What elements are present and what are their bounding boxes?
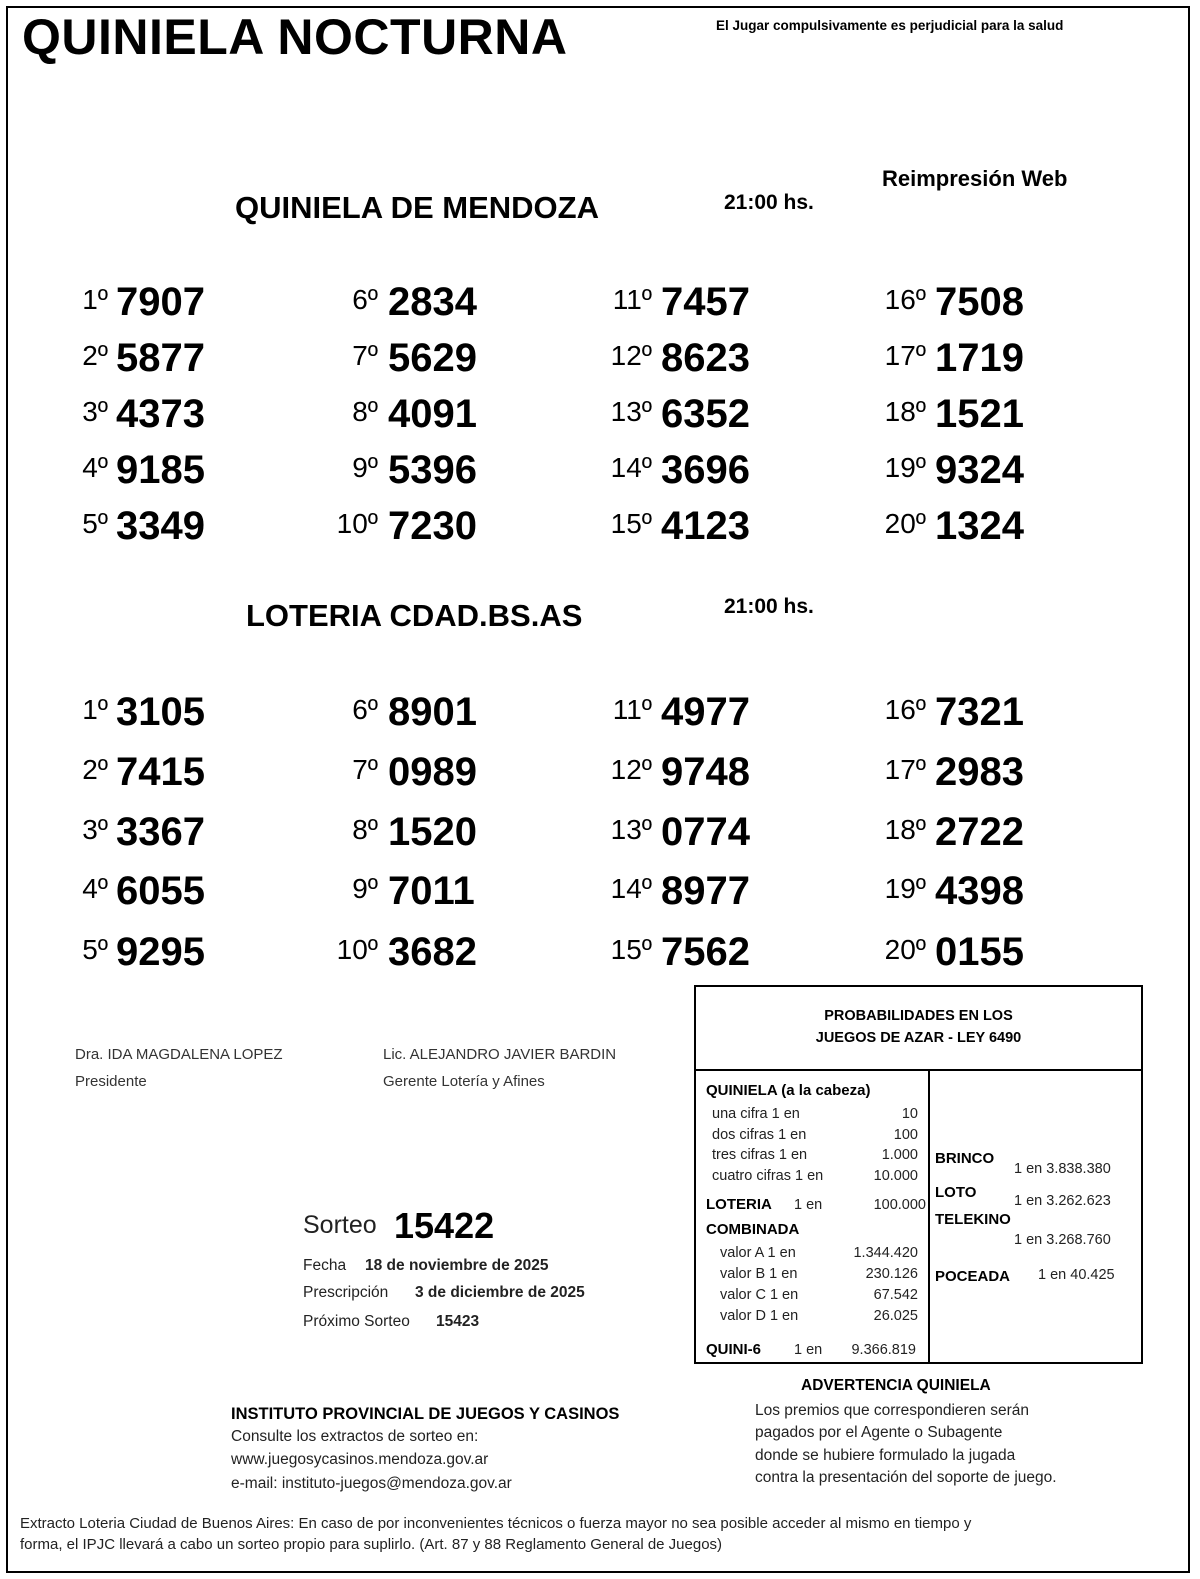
probabilities-box bbox=[694, 985, 1143, 1364]
prob-row-label: valor A 1 en bbox=[720, 1245, 796, 1261]
result-cell bbox=[0, 328, 1200, 378]
result-position: 10º bbox=[336, 934, 378, 965]
result-cell bbox=[0, 802, 1200, 852]
result-number: 4398 bbox=[935, 869, 1024, 913]
result-cell bbox=[0, 496, 1200, 546]
result-number: 4373 bbox=[116, 392, 205, 436]
sorteo-label: Sorteo bbox=[303, 1211, 377, 1239]
result-cell bbox=[0, 272, 1200, 322]
quiniela-prob-label: QUINIELA (a la cabeza) bbox=[706, 1082, 871, 1099]
result-position: 7º bbox=[352, 340, 378, 371]
result-position: 2º bbox=[82, 340, 108, 371]
prob-row-value: 26.025 bbox=[873, 1308, 918, 1324]
probabilities-header bbox=[696, 987, 1141, 1071]
result-position: 4º bbox=[82, 873, 108, 904]
result-position: 10º bbox=[336, 508, 378, 539]
result-number: 7321 bbox=[935, 690, 1024, 734]
result-number: 7011 bbox=[388, 869, 475, 913]
result-position: 8º bbox=[352, 814, 378, 845]
result-number: 8901 bbox=[388, 690, 477, 734]
result-position: 19º bbox=[884, 452, 926, 483]
fecha-value: 18 de noviembre de 2025 bbox=[365, 1257, 549, 1274]
brinco-prob-value: 1 en 3.838.380 bbox=[1014, 1161, 1111, 1177]
result-position: 4º bbox=[82, 452, 108, 483]
result-position: 17º bbox=[884, 754, 926, 785]
result-position: 11º bbox=[612, 694, 652, 725]
result-position: 13º bbox=[610, 814, 652, 845]
prob-row-value: 100 bbox=[893, 1126, 918, 1143]
poceada-prob-label: POCEADA bbox=[935, 1268, 1011, 1285]
section-title-loteria-bsas: LOTERIA CDAD.BS.AS bbox=[246, 598, 583, 633]
result-position: 13º bbox=[610, 396, 652, 427]
result-number: 7457 bbox=[661, 280, 750, 324]
telekino-prob-value: 1 en 3.268.760 bbox=[1014, 1232, 1111, 1248]
result-number: 9185 bbox=[116, 448, 205, 492]
quini6-prob-text: 1 en bbox=[794, 1342, 823, 1358]
result-position: 2º bbox=[82, 754, 108, 785]
result-position: 14º bbox=[610, 452, 652, 483]
loteria-prob-label: LOTERIA bbox=[706, 1196, 772, 1213]
institute-website-link[interactable]: www.juegosycasinos.mendoza.gov.ar bbox=[231, 1451, 489, 1468]
prob-row-label: dos cifras 1 en bbox=[712, 1126, 807, 1143]
probabilities-divider bbox=[928, 1071, 930, 1362]
poceada-prob-value: 1 en 40.425 bbox=[1038, 1267, 1115, 1283]
result-number: 7907 bbox=[116, 280, 205, 324]
result-number: 0989 bbox=[388, 750, 477, 794]
result-number: 8977 bbox=[661, 869, 750, 913]
loteria-prob-value: 100.000 bbox=[873, 1197, 926, 1213]
institute-consult-text: Consulte los extractos de sorteo en: bbox=[231, 1428, 479, 1445]
footer-line-2: forma, el IPJC llevará a cabo un sorteo propio para suplirlo. (Art. 87 y 88 Reglamento General de Juegos) bbox=[20, 1536, 723, 1553]
signature-right-role: Gerente Lotería y Afines bbox=[383, 1073, 545, 1090]
result-position: 6º bbox=[352, 694, 378, 725]
institute-name: INSTITUTO PROVINCIAL DE JUEGOS Y CASINOS bbox=[231, 1405, 620, 1423]
result-position: 9º bbox=[352, 873, 378, 904]
section-time-loteria-bsas: 21:00 hs. bbox=[724, 595, 814, 618]
result-position: 20º bbox=[884, 934, 926, 965]
result-number: 3696 bbox=[661, 448, 750, 492]
result-position: 15º bbox=[610, 934, 652, 965]
advertencia-line-4: contra la presentación del soporte de juego. bbox=[755, 1469, 1057, 1486]
fecha-label: Fecha bbox=[303, 1257, 347, 1274]
result-position: 11º bbox=[612, 284, 652, 315]
result-number: 7230 bbox=[388, 504, 477, 548]
telekino-prob-label: TELEKINO bbox=[935, 1211, 1011, 1228]
result-position: 18º bbox=[884, 396, 926, 427]
signature-left-role: Presidente bbox=[75, 1073, 147, 1090]
prob-row-label: valor D 1 en bbox=[720, 1308, 799, 1324]
result-position: 16º bbox=[884, 284, 926, 315]
result-number: 9748 bbox=[661, 750, 750, 794]
result-number: 6055 bbox=[116, 869, 205, 913]
probabilities-title-line1: PROBABILIDADES EN LOS bbox=[824, 1008, 1013, 1024]
result-number: 4977 bbox=[661, 690, 750, 734]
result-position: 1º bbox=[82, 284, 108, 315]
result-position: 3º bbox=[82, 814, 108, 845]
result-number: 4123 bbox=[661, 504, 750, 548]
advertencia-line-2: pagados por el Agente o Subagente bbox=[755, 1424, 1003, 1441]
proximo-value: 15423 bbox=[436, 1313, 480, 1330]
section-time-mendoza: 21:00 hs. bbox=[724, 191, 814, 214]
result-number: 8623 bbox=[661, 336, 750, 380]
result-number: 0155 bbox=[935, 930, 1024, 974]
result-cell bbox=[0, 384, 1200, 434]
prob-row-label: valor C 1 en bbox=[720, 1287, 799, 1303]
result-number: 4091 bbox=[388, 392, 477, 436]
result-number: 7508 bbox=[935, 280, 1024, 324]
combinada-prob-label: COMBINADA bbox=[706, 1221, 800, 1238]
result-number: 2834 bbox=[388, 280, 477, 324]
result-number: 3367 bbox=[116, 810, 205, 854]
prob-row-value: 10 bbox=[901, 1106, 918, 1122]
result-number: 5396 bbox=[388, 448, 477, 492]
prob-row-label: valor B 1 en bbox=[720, 1266, 798, 1282]
result-cell bbox=[0, 682, 1200, 732]
prescripcion-label: Prescripción bbox=[303, 1284, 389, 1301]
section-title-mendoza: QUINIELA DE MENDOZA bbox=[235, 190, 599, 225]
result-number: 9324 bbox=[935, 448, 1024, 492]
footer-note bbox=[20, 1513, 1170, 1555]
signature-right-name: Lic. ALEJANDRO JAVIER BARDIN bbox=[383, 1046, 617, 1063]
result-position: 9º bbox=[352, 452, 378, 483]
result-position: 17º bbox=[884, 340, 926, 371]
result-number: 1520 bbox=[388, 810, 477, 854]
prob-row-value: 230.126 bbox=[865, 1266, 918, 1282]
reprint-label: Reimpresión Web bbox=[882, 166, 1068, 191]
main-title: QUINIELA NOCTURNA bbox=[22, 9, 568, 65]
result-position: 5º bbox=[82, 934, 108, 965]
prob-row-label: una cifra 1 en bbox=[712, 1106, 800, 1122]
result-number: 1324 bbox=[935, 504, 1024, 548]
result-position: 6º bbox=[352, 284, 378, 315]
prob-row-label: cuatro cifras 1 en bbox=[712, 1167, 824, 1184]
result-position: 3º bbox=[82, 396, 108, 427]
result-position: 1º bbox=[82, 694, 108, 725]
result-number: 6352 bbox=[661, 392, 750, 436]
quini6-prob-value: 9.366.819 bbox=[851, 1342, 916, 1358]
result-position: 7º bbox=[352, 754, 378, 785]
result-position: 15º bbox=[610, 508, 652, 539]
result-number: 2722 bbox=[935, 810, 1024, 854]
health-warning: El Jugar compulsivamente es perjudicial para la salud bbox=[716, 18, 1064, 33]
prob-row-label: tres cifras 1 en bbox=[712, 1147, 808, 1163]
probabilities-title-line2: JUEGOS DE AZAR - LEY 6490 bbox=[815, 1030, 1022, 1046]
result-number: 3682 bbox=[388, 930, 477, 974]
loto-prob-label: LOTO bbox=[935, 1184, 977, 1201]
result-number: 9295 bbox=[116, 930, 205, 974]
result-position: 19º bbox=[884, 873, 926, 904]
result-number: 2983 bbox=[935, 750, 1024, 794]
prob-row-value: 67.542 bbox=[873, 1287, 918, 1303]
result-position: 16º bbox=[884, 694, 926, 725]
result-position: 18º bbox=[884, 814, 926, 845]
advertencia-title: ADVERTENCIA QUINIELA bbox=[801, 1377, 991, 1394]
signature-left-name: Dra. IDA MAGDALENA LOPEZ bbox=[75, 1046, 283, 1063]
prob-row-value: 1.000 bbox=[881, 1147, 918, 1163]
result-cell bbox=[0, 861, 1200, 911]
result-number: 7562 bbox=[661, 930, 750, 974]
result-position: 14º bbox=[610, 873, 652, 904]
sorteo-number: 15422 bbox=[394, 1205, 495, 1246]
result-position: 8º bbox=[352, 396, 378, 427]
result-number: 1719 bbox=[935, 336, 1024, 380]
result-number: 5877 bbox=[116, 336, 205, 380]
result-position: 12º bbox=[610, 754, 652, 785]
result-position: 5º bbox=[82, 508, 108, 539]
advertencia-line-3: donde se hubiere formulado la jugada bbox=[755, 1447, 1016, 1464]
result-number: 3349 bbox=[116, 504, 205, 548]
prescripcion-value: 3 de diciembre de 2025 bbox=[415, 1284, 585, 1301]
result-cell bbox=[0, 922, 1200, 972]
brinco-prob-label: BRINCO bbox=[935, 1150, 995, 1167]
quini6-prob-label: QUINI-6 bbox=[706, 1341, 762, 1358]
result-number: 1521 bbox=[935, 392, 1024, 436]
loto-prob-value: 1 en 3.262.623 bbox=[1014, 1193, 1111, 1209]
result-position: 20º bbox=[884, 508, 926, 539]
result-position: 12º bbox=[610, 340, 652, 371]
footer-line-1: Extracto Loteria Ciudad de Buenos Aires: En caso de por inconvenientes técnicos o fuerza mayor no sea posible acceder al mismo en tiempo y bbox=[20, 1515, 972, 1532]
advertencia-line-1: Los premios que correspondieren serán bbox=[755, 1402, 1029, 1419]
prob-row-value: 10.000 bbox=[873, 1167, 918, 1184]
result-number: 0774 bbox=[661, 810, 750, 854]
loteria-prob-text: 1 en bbox=[794, 1197, 823, 1213]
result-number: 3105 bbox=[116, 690, 205, 734]
result-cell bbox=[0, 742, 1200, 792]
institute-email-link[interactable]: e-mail: instituto-juegos@mendoza.gov.ar bbox=[231, 1475, 512, 1492]
prob-row-value: 1.344.420 bbox=[853, 1245, 918, 1261]
proximo-label: Próximo Sorteo bbox=[303, 1313, 410, 1330]
result-number: 5629 bbox=[388, 336, 477, 380]
result-number: 7415 bbox=[116, 750, 205, 794]
result-cell bbox=[0, 440, 1200, 490]
